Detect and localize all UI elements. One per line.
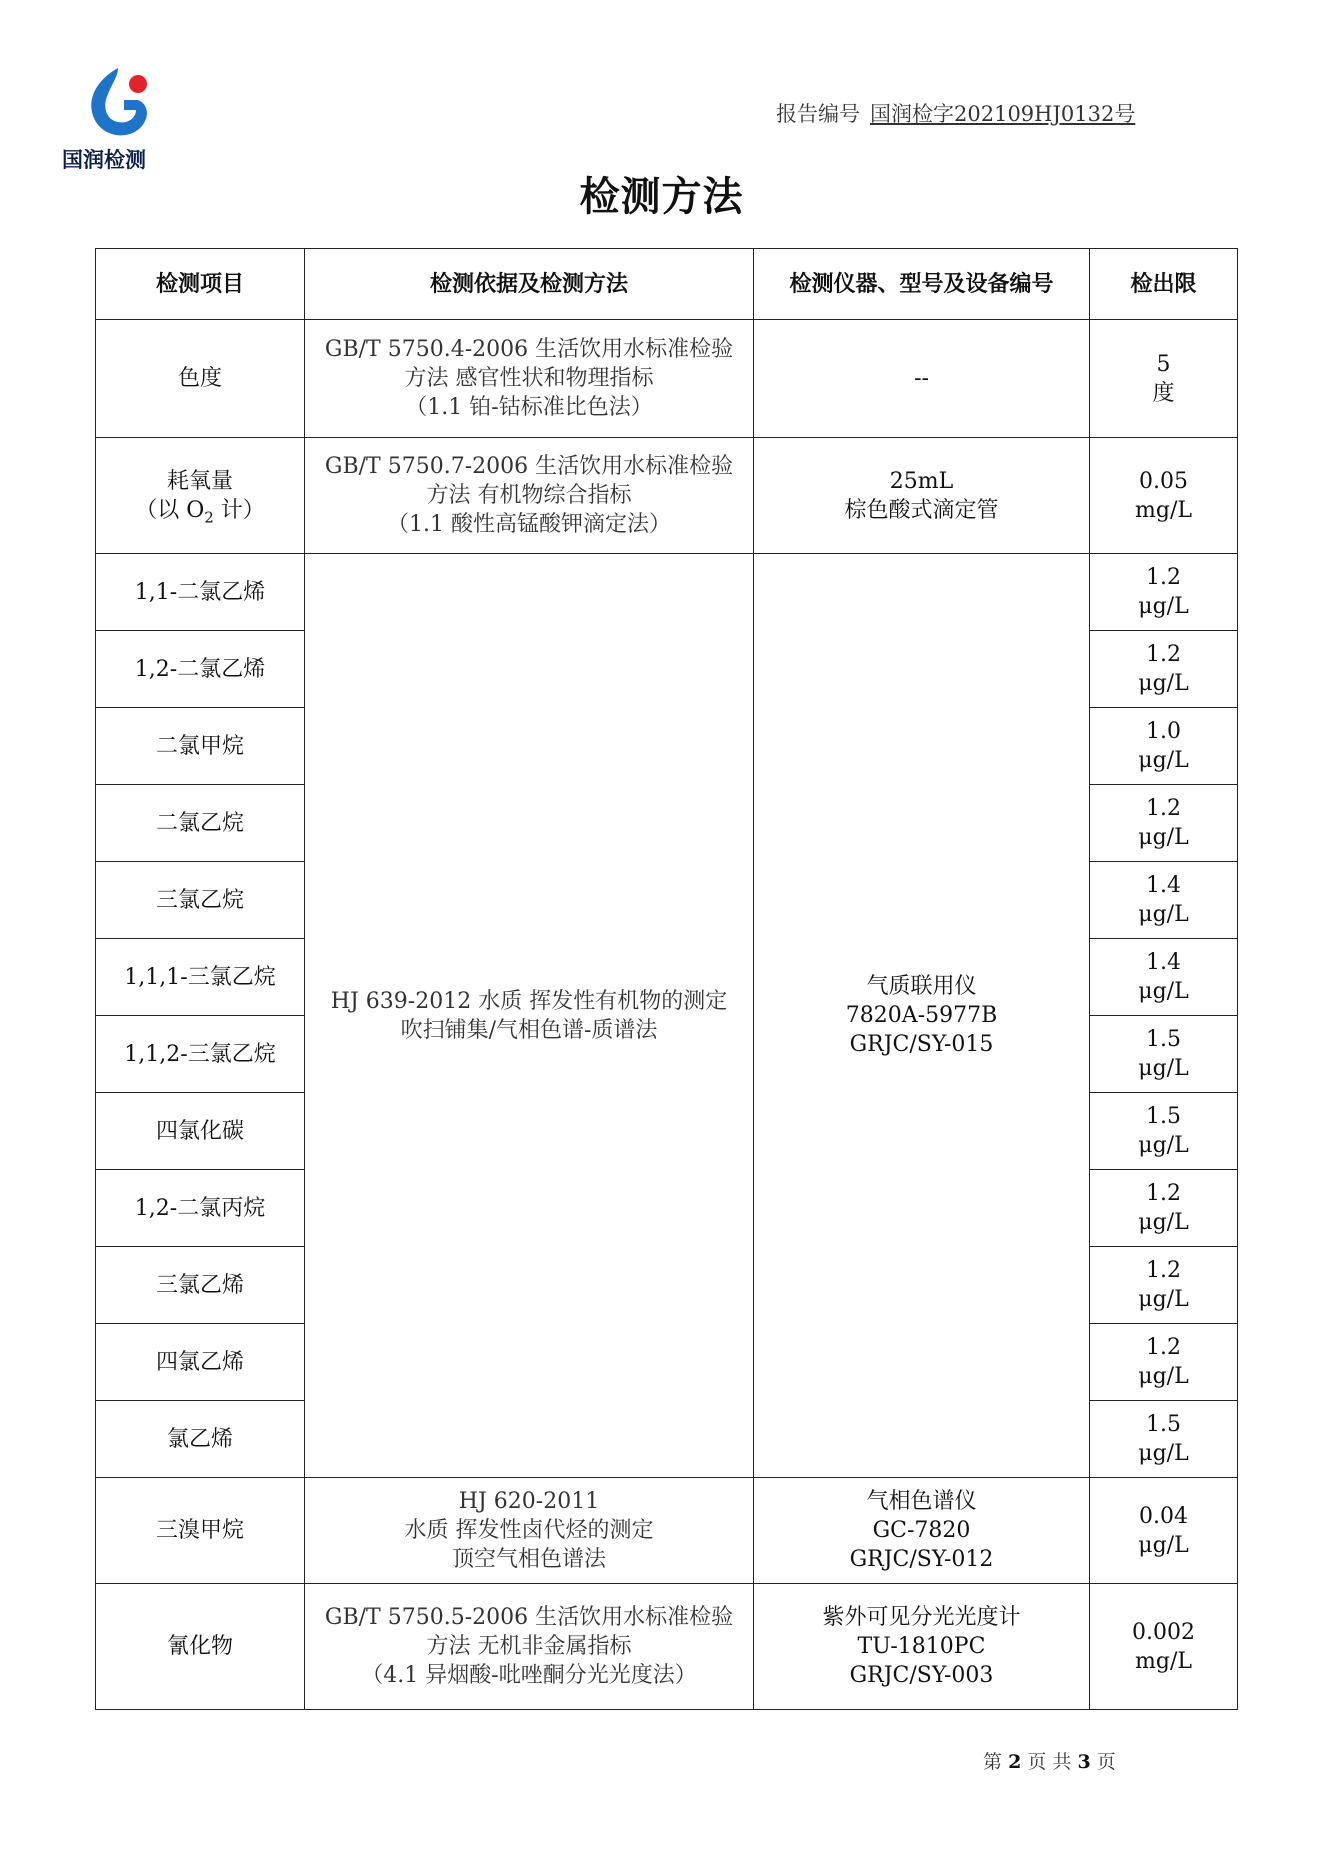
logo-mark-icon <box>78 62 158 146</box>
limit-cell: 5 度 <box>1090 320 1238 438</box>
item-cell: 三氯乙烷 <box>96 862 305 939</box>
limit-cell: 1.4 μg/L <box>1090 939 1238 1016</box>
method-cell: GB/T 5750.7-2006 生活饮用水标准检验 方法 有机物综合指标 （1.1 酸性高锰酸钾滴定法） <box>305 438 754 554</box>
page-total: 3 <box>1077 1751 1091 1773</box>
item-cell: 1,1,1-三氯乙烷 <box>96 939 305 1016</box>
page-title: 检测方法 <box>579 174 744 220</box>
item-cell: 1,1-二氯乙烯 <box>96 554 305 631</box>
method-cell: HJ 620-2011 水质 挥发性卤代烃的测定 顶空气相色谱法 <box>305 1478 754 1584</box>
item-cell: 四氯乙烯 <box>96 1324 305 1401</box>
limit-cell: 1.4 μg/L <box>1090 862 1238 939</box>
table-row <box>96 1478 1238 1584</box>
item-cell: 色度 <box>96 320 305 438</box>
table-row <box>96 554 1238 631</box>
company-logo <box>62 62 172 172</box>
item-cell: 氯乙烯 <box>96 1401 305 1478</box>
limit-cell: 1.5 μg/L <box>1090 1093 1238 1170</box>
report-number-label: 报告编号 <box>776 102 860 126</box>
table-row <box>96 438 1238 554</box>
item-cell: 二氯乙烷 <box>96 785 305 862</box>
methods-table <box>95 248 1238 1710</box>
page-footer: 第 2 页 共 3 页 <box>983 1751 1116 1773</box>
instrument-cell: 气相色谱仪 GC-7820 GRJC/SY-012 <box>754 1478 1090 1584</box>
voc-instrument-cell: 气质联用仪 7820A-5977B GRJC/SY-015 <box>754 554 1090 1478</box>
method-cell: GB/T 5750.4-2006 生活饮用水标准检验 方法 感官性状和物理指标 （1.1 铂-钴标准比色法） <box>305 320 754 438</box>
item-cell: 三溴甲烷 <box>96 1478 305 1584</box>
logo-text: 国润检测 <box>62 148 146 172</box>
item-cell: 氰化物 <box>96 1584 305 1710</box>
header-item: 检测项目 <box>96 249 305 320</box>
header-instrument: 检测仪器、型号及设备编号 <box>754 249 1090 320</box>
item-cell: 耗氧量 （以 $O_2$ 计） <box>96 438 305 554</box>
page-number: 2 <box>1008 1751 1022 1773</box>
table-row <box>96 320 1238 438</box>
method-cell: GB/T 5750.5-2006 生活饮用水标准检验 方法 无机非金属指标 （4.1 异烟酸-吡唑酮分光光度法） <box>305 1584 754 1710</box>
item-cell: 1,1,2-三氯乙烷 <box>96 1016 305 1093</box>
voc-method-cell: HJ 639-2012 水质 挥发性有机物的测定 吹扫铺集/气相色谱-质谱法 <box>305 554 754 1478</box>
item-cell: 1,2-二氯乙烯 <box>96 631 305 708</box>
limit-cell: 1.5 μg/L <box>1090 1016 1238 1093</box>
instrument-cell: 25mL 棕色酸式滴定管 <box>754 438 1090 554</box>
header-method: 检测依据及检测方法 <box>305 249 754 320</box>
limit-cell: 1.2 μg/L <box>1090 1170 1238 1247</box>
limit-cell: 1.0 μg/L <box>1090 708 1238 785</box>
header-limit: 检出限 <box>1090 249 1238 320</box>
instrument-cell: -- <box>754 320 1090 438</box>
limit-cell: 1.2 μg/L <box>1090 631 1238 708</box>
limit-cell: 0.002 mg/L <box>1090 1584 1238 1710</box>
report-number-value: 国润检字202109HJ0132号 <box>870 102 1136 126</box>
item-cell: 1,2-二氯丙烷 <box>96 1170 305 1247</box>
limit-cell: 0.05 mg/L <box>1090 438 1238 554</box>
limit-cell: 1.5 μg/L <box>1090 1401 1238 1478</box>
instrument-cell: 紫外可见分光光度计 TU-1810PC GRJC/SY-003 <box>754 1584 1090 1710</box>
limit-cell: 1.2 μg/L <box>1090 1247 1238 1324</box>
limit-cell: 0.04 μg/L <box>1090 1478 1238 1584</box>
table-header-row <box>96 249 1238 320</box>
limit-cell: 1.2 μg/L <box>1090 1324 1238 1401</box>
table-row <box>96 1584 1238 1710</box>
report-number <box>776 98 1135 128</box>
item-cell: 三氯乙烯 <box>96 1247 305 1324</box>
item-cell: 四氯化碳 <box>96 1093 305 1170</box>
item-cell: 二氯甲烷 <box>96 708 305 785</box>
limit-cell: 1.2 μg/L <box>1090 785 1238 862</box>
limit-cell: 1.2 μg/L <box>1090 554 1238 631</box>
